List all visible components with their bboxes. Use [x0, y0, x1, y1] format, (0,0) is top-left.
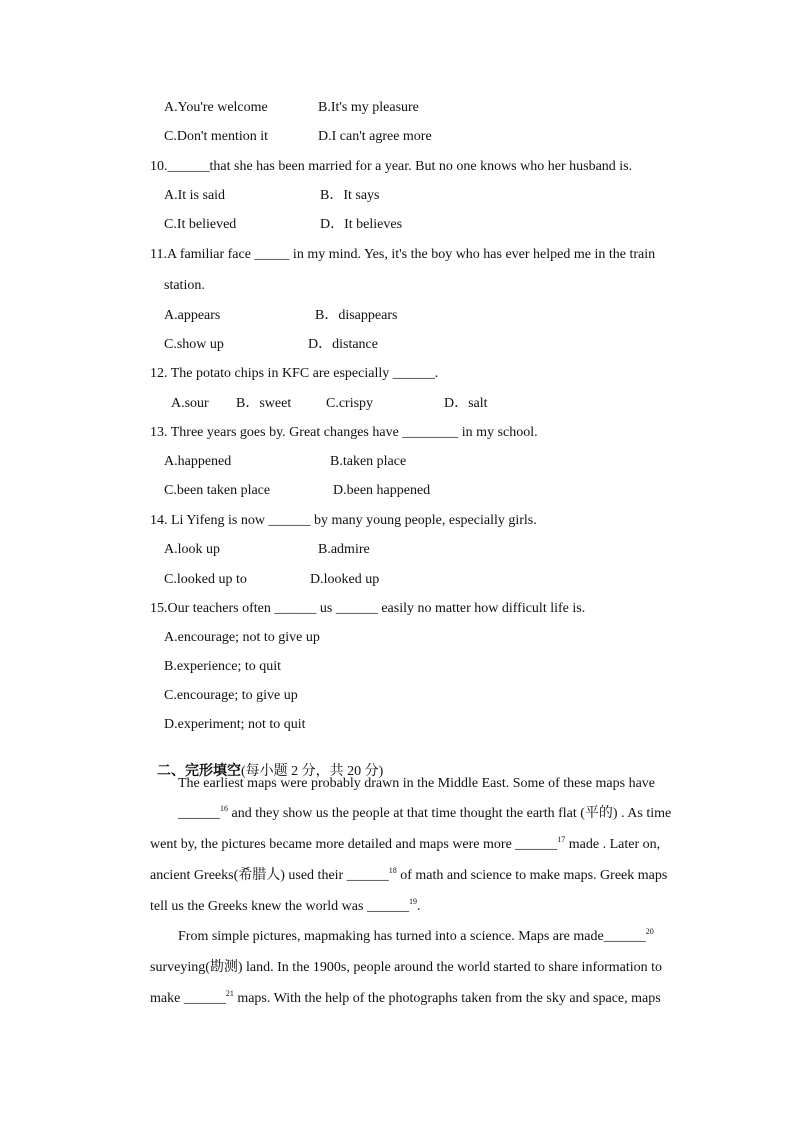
passage-line-8: [150, 990, 661, 1008]
blank-number-21: 21: [225, 989, 234, 998]
q11-option-d: D．distance: [308, 337, 378, 352]
q14-option-a: A.look up: [164, 542, 220, 557]
q15-option-d: D.experiment; not to quit: [164, 717, 306, 732]
q9-option-b: B.It's my pleasure: [318, 100, 419, 115]
q13-option-d: D.been happened: [333, 483, 431, 498]
passage-line-4-end: of math and science to make maps. Greek maps: [396, 868, 668, 883]
blank-16: ______: [178, 806, 220, 821]
passage-line-6: [178, 928, 654, 946]
blank-number-20: 20: [645, 927, 654, 936]
question-10-stem: 10.______that she has been married for a year. But no one knows who her husband is.: [150, 159, 633, 174]
q11-option-a: A.appears: [164, 308, 221, 323]
q12-option-d: D．salt: [444, 396, 488, 411]
q14-option-b: B.admire: [318, 542, 370, 557]
section-heading-title: 二、完形填空: [157, 764, 241, 779]
q11-option-b: B．disappears: [315, 308, 398, 323]
passage-line-3-text: went by, the pictures became more detailed and maps were more ______: [150, 837, 558, 852]
q10-option-d: D．It believes: [320, 217, 403, 232]
q15-option-c: C.encourage; to give up: [164, 688, 298, 703]
question-11-stem: 11.A familiar face _____ in my mind. Yes, it's the boy who has ever helped me in the train: [150, 247, 656, 262]
q12-option-c: C.crispy: [326, 396, 374, 411]
q10-option-c: C.It believed: [164, 217, 237, 232]
blank-number-19: 19: [408, 897, 417, 906]
q13-option-b: B.taken place: [330, 454, 407, 469]
passage-line-6-text: From simple pictures, mapmaking has turned into a science. Maps are made______: [178, 929, 646, 944]
passage-line-8-text: make ______: [150, 991, 226, 1006]
passage-line-7: surveying(勘测) land. In the 1900s, people around the world started to share information to: [150, 960, 663, 975]
question-14-stem: 14. Li Yifeng is now ______ by many young people, especially girls.: [150, 513, 537, 528]
q12-option-a: A.sour: [171, 396, 209, 411]
question-13-stem: 13. Three years goes by. Great changes have ________ in my school.: [150, 425, 538, 440]
q13-option-c: C.been taken place: [164, 483, 271, 498]
section-heading-note: (每小题 2 分，共 20 分): [241, 764, 384, 779]
q15-option-b: B.experience; to quit: [164, 659, 282, 674]
passage-line-5: [150, 898, 420, 916]
question-15-stem: 15.Our teachers often ______ us ______ easily no matter how difficult life is.: [150, 601, 586, 616]
blank-number-16: 16: [220, 804, 228, 813]
passage-line-1: The earliest maps were probably drawn in the Middle East. Some of these maps have: [178, 776, 656, 791]
passage-line-3-end: made . Later on,: [565, 837, 661, 852]
passage-line-8-end: maps. With the help of the photographs taken from the sky and space, maps: [233, 991, 661, 1006]
passage-line-4-text: ancient Greeks(希腊人) used their ______: [150, 868, 389, 883]
passage-line-3: [150, 836, 660, 854]
passage-line-2-text: and they show us the people at that time thought the earth flat (平的) . As time: [228, 806, 672, 821]
question-11-stem-continued: station.: [164, 278, 205, 293]
blank-number-18: 18: [388, 866, 397, 875]
q11-option-c: C.show up: [164, 337, 224, 352]
q9-option-c: C.Don't mention it: [164, 129, 269, 144]
passage-line-2: [178, 805, 671, 823]
q15-option-a: A.encourage; not to give up: [164, 630, 320, 645]
q14-option-d: D.looked up: [310, 572, 380, 587]
passage-line-5-end: .: [416, 899, 421, 914]
q13-option-a: A.happened: [164, 454, 232, 469]
passage-line-5-text: tell us the Greeks knew the world was ______: [150, 899, 409, 914]
blank-number-17: 17: [557, 835, 566, 844]
q10-option-a: A.It is said: [164, 188, 226, 203]
passage-line-4: [150, 867, 667, 885]
q12-option-b: B．sweet: [236, 396, 292, 411]
q9-option-d: D.I can't agree more: [318, 129, 432, 144]
question-12-stem: 12. The potato chips in KFC are especially ______.: [150, 366, 439, 381]
q10-option-b: B．It says: [320, 188, 380, 203]
q9-option-a: A.You're welcome: [164, 100, 268, 115]
q14-option-c: C.looked up to: [164, 572, 247, 587]
